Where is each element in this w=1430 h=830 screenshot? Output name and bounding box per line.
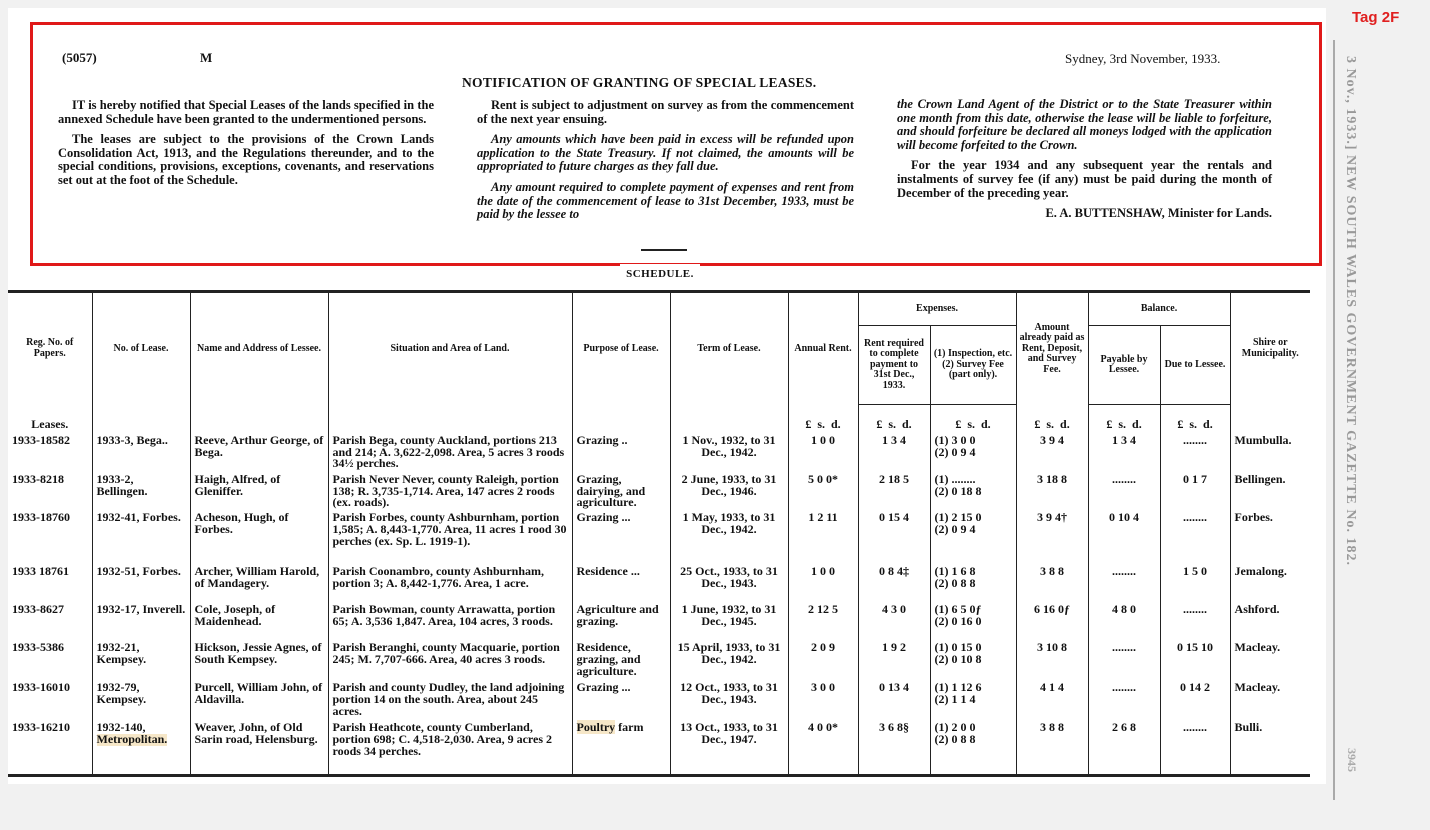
table-row (8, 509, 1310, 563)
term-cell: 15 April, 1933, to 31 Dec., 1942. (670, 639, 788, 679)
inspection-cell: (1) 3 0 0 (2) 0 9 4 (930, 431, 1016, 471)
paragraph: The leases are subject to the provisions of the Crown Lands Consolidation Act, 1913, and the Regulations thereunder, and to the special conditions, provisions, exceptions, covenants, and reservations set out at the foot of the Schedule. (58, 132, 434, 187)
purpose-cell (572, 719, 670, 775)
table-row (8, 601, 1310, 639)
inspection-cell: (1) 6 5 0ƒ (2) 0 16 0 (930, 601, 1016, 639)
reg-no-cell: 1933 18761 (8, 563, 92, 601)
reg-no-cell: 1933-18760 (8, 509, 92, 563)
notice-date: Sydney, 3rd November, 1933. (1065, 51, 1221, 66)
purpose-cell: Grazing ... (572, 679, 670, 719)
paragraph: Any amounts which have been paid in excess will be refunded upon application to the State Treasury. If not claimed, the amounts will be appropriated to future charges as they fall due. (477, 132, 854, 174)
lease-no-cell: 1932-79, Kempsey. (92, 679, 190, 719)
running-head: 3 Nov., 1933.] NEW SOUTH WALES GOVERNMENT GAZETTE No. 182. (1343, 56, 1358, 566)
term-cell: 12 Oct., 1933, to 31 Dec., 1943. (670, 679, 788, 719)
unit-label: £ s. d. (1088, 405, 1160, 431)
shire-cell: Macleay. (1230, 679, 1310, 719)
notice-column-1 (58, 99, 434, 195)
purpose-cell: Grazing .. (572, 431, 670, 471)
paragraph: Rent is subject to adjustment on survey as from the commencement of the next year ensuing. (477, 98, 854, 126)
header-term: Term of Lease. (670, 292, 788, 405)
table-row (8, 471, 1310, 509)
rent-required-cell: 0 8 4‡ (858, 563, 930, 601)
shire-cell: Ashford. (1230, 601, 1310, 639)
inspection-cell: (1) 0 15 0 (2) 0 10 8 (930, 639, 1016, 679)
annual-rent-cell: 4 0 0* (788, 719, 858, 775)
reg-no-cell: 1933-16010 (8, 679, 92, 719)
header-name: Name and Address of Lessee. (190, 292, 328, 405)
annual-rent-cell: 5 0 0* (788, 471, 858, 509)
situation-cell: Parish Beranghi, county Macquarie, portion 245; M. 7,707-666. Area, 40 acres 3 roods. (328, 639, 572, 679)
amount-paid-cell: 3 10 8 (1016, 639, 1088, 679)
due-cell: 0 14 2 (1160, 679, 1230, 719)
term-cell: 25 Oct., 1933, to 31 Dec., 1943. (670, 563, 788, 601)
rent-required-cell: 1 9 2 (858, 639, 930, 679)
payable-cell: 4 8 0 (1088, 601, 1160, 639)
paragraph: Any amount required to complete payment of expenses and rent from the date of the commencement of lease to 31st December, 1933, must be paid by the lessee to (477, 179, 854, 222)
lease-no-cell (92, 719, 190, 775)
shire-cell: Bellingen. (1230, 471, 1310, 509)
reg-no-cell: 1933-16210 (8, 719, 92, 775)
name-cell: Haigh, Alfred, of Gleniffer. (190, 471, 328, 509)
purpose-cell: Agriculture and grazing. (572, 601, 670, 639)
term-cell: 1 Nov., 1932, to 31 Dec., 1942. (670, 431, 788, 471)
notice-title: NOTIFICATION OF GRANTING OF SPECIAL LEASES. (462, 75, 817, 90)
rent-required-cell: 3 6 8§ (858, 719, 930, 775)
table-row (8, 679, 1310, 719)
header-rent-required: Rent required to complete payment to 31st Dec., 1933. (858, 326, 930, 405)
page-number: 3945 (1345, 748, 1359, 772)
inspection-cell: (1) ........ (2) 0 18 8 (930, 471, 1016, 509)
situation-cell: Parish Heathcote, county Cumberland, portion 698; C. 4,518-2,030. Area, 9 acres 2 roods 34 perches. (328, 719, 572, 775)
table-row (8, 431, 1310, 471)
lease-no-cell: 1933-2, Bellingen. (92, 471, 190, 509)
due-cell: 0 1 7 (1160, 471, 1230, 509)
lease-no-cell: 1932-51, Forbes. (92, 563, 190, 601)
payable-cell: ........ (1088, 639, 1160, 679)
purpose-rest: farm (615, 720, 644, 735)
shire-cell: Mumbulla. (1230, 431, 1310, 471)
page-margin-rule (1333, 40, 1335, 800)
header-payable: Payable by Lessee. (1088, 326, 1160, 405)
rent-required-cell: 0 13 4 (858, 679, 930, 719)
purpose-highlight: Poultry (576, 720, 616, 735)
header-purpose: Purpose of Lease. (572, 292, 670, 405)
rent-required-cell: 0 15 4 (858, 509, 930, 563)
amount-paid-cell: 3 9 4 (1016, 431, 1088, 471)
inspection-cell: (1) 1 6 8 (2) 0 8 8 (930, 563, 1016, 601)
term-cell: 13 Oct., 1933, to 31 Dec., 1947. (670, 719, 788, 775)
situation-cell: Parish Bowman, county Arrawatta, portion 65; A. 3,536 1,847. Area, 104 acres, 3 roods. (328, 601, 572, 639)
amount-paid-cell: 4 1 4 (1016, 679, 1088, 719)
lease-no-cell: 1932-21, Kempsey. (92, 639, 190, 679)
annual-rent-cell: 1 2 11 (788, 509, 858, 563)
term-cell: 1 May, 1933, to 31 Dec., 1942. (670, 509, 788, 563)
unit-label: £ s. d. (858, 405, 930, 431)
rent-required-cell: 1 3 4 (858, 431, 930, 471)
header-shire: Shire or Municipality. (1230, 292, 1310, 405)
table-row (8, 719, 1310, 775)
amount-paid-cell: 3 18 8 (1016, 471, 1088, 509)
due-cell: ........ (1160, 431, 1230, 471)
inspection-cell: (1) 2 0 0 (2) 0 8 8 (930, 719, 1016, 775)
payable-cell: ........ (1088, 471, 1160, 509)
payable-cell: ........ (1088, 563, 1160, 601)
lease-no-cell: 1932-41, Forbes. (92, 509, 190, 563)
table-row (8, 563, 1310, 601)
header-expenses: Expenses. (858, 292, 1016, 326)
purpose-cell: Grazing, dairying, and agriculture. (572, 471, 670, 509)
header-reg-no: Reg. No. of Papers. (8, 292, 92, 405)
inspection-cell: (1) 1 12 6 (2) 1 1 4 (930, 679, 1016, 719)
reg-no-cell: 1933-5386 (8, 639, 92, 679)
purpose-cell: Residence, grazing, and agriculture. (572, 639, 670, 679)
header-amount-paid: Amount already paid as Rent, Deposit, and Survey Fee. (1016, 292, 1088, 405)
payable-cell: 1 3 4 (1088, 431, 1160, 471)
lease-no-cell: 1933-3, Bega.. (92, 431, 190, 471)
term-cell: 1 June, 1932, to 31 Dec., 1945. (670, 601, 788, 639)
situation-cell: Parish Never Never, county Raleigh, portion 138; R. 3,735-1,714. Area, 147 acres 2 roods (ex. roads). (328, 471, 572, 509)
paragraph: For the year 1934 and any subsequent year the rentals and instalments of survey fee (if any) must be paid during the month of December of the preceding year. (897, 158, 1272, 200)
amount-paid-cell: 3 8 8 (1016, 563, 1088, 601)
reg-no-cell: 1933-8627 (8, 601, 92, 639)
header-situation: Situation and Area of Land. (328, 292, 572, 405)
inspection-cell: (1) 2 15 0 (2) 0 9 4 (930, 509, 1016, 563)
due-cell: ........ (1160, 719, 1230, 775)
table-row (8, 639, 1310, 679)
reg-no-cell: 1933-8218 (8, 471, 92, 509)
rent-required-cell: 2 18 5 (858, 471, 930, 509)
shire-cell: Bulli. (1230, 719, 1310, 775)
name-cell: Hickson, Jessie Agnes, of South Kempsey. (190, 639, 328, 679)
unit-label: £ s. d. (1016, 405, 1088, 431)
paragraph: IT is hereby notified that Special Leases of the lands specified in the annexed Schedule have been granted to the undermentioned persons. (58, 98, 434, 126)
shire-cell: Jemalong. (1230, 563, 1310, 601)
units-row (8, 405, 1310, 431)
notice-mark: M (200, 50, 213, 65)
annual-rent-cell: 3 0 0 (788, 679, 858, 719)
header-balance: Balance. (1088, 292, 1230, 326)
schedule-table (8, 290, 1310, 777)
name-cell: Cole, Joseph, of Maidenhead. (190, 601, 328, 639)
lease-district: Metropolitan. (96, 731, 168, 746)
due-cell: ........ (1160, 601, 1230, 639)
notice-column-2 (477, 99, 854, 229)
unit-label: £ s. d. (788, 405, 858, 431)
leases-label: Leases. (8, 405, 92, 431)
header-lease-no: No. of Lease. (92, 292, 190, 405)
annual-rent-cell: 2 0 9 (788, 639, 858, 679)
payable-cell: 2 6 8 (1088, 719, 1160, 775)
header-due: Due to Lessee. (1160, 326, 1230, 405)
name-cell: Weaver, John, of Old Sarin road, Helensburg. (190, 719, 328, 775)
shire-cell: Forbes. (1230, 509, 1310, 563)
name-cell: Acheson, Hugh, of Forbes. (190, 509, 328, 563)
unit-label: £ s. d. (930, 405, 1016, 431)
name-cell: Reeve, Arthur George, of Bega. (190, 431, 328, 471)
annual-rent-cell: 2 12 5 (788, 601, 858, 639)
amount-paid-cell: 3 9 4† (1016, 509, 1088, 563)
notice-column-3 (897, 98, 1272, 228)
lease-no: 1932-140, (96, 720, 146, 735)
purpose-cell: Grazing ... (572, 509, 670, 563)
payable-cell: 0 10 4 (1088, 509, 1160, 563)
due-cell: ........ (1160, 509, 1230, 563)
amount-paid-cell: 6 16 0ƒ (1016, 601, 1088, 639)
situation-cell: Parish Bega, county Auckland, portions 213 and 214; A. 3,622-2,098. Area, 5 acres 3 roods 34½ perches. (328, 431, 572, 471)
annual-rent-cell: 1 0 0 (788, 563, 858, 601)
situation-cell: Parish Coonambro, county Ashburnham, portion 3; A. 8,442-1,776. Area, 1 acre. (328, 563, 572, 601)
paragraph: the Crown Land Agent of the District or to the State Treasurer within one month from this date, otherwise the lease will be liable to forfeiture, and should forfeiture be declared all moneys lodged with the application will become forfeited to the Crown. (897, 97, 1272, 152)
lease-no-cell: 1932-17, Inverell. (92, 601, 190, 639)
term-cell: 2 June, 1933, to 31 Dec., 1946. (670, 471, 788, 509)
annual-rent-cell: 1 0 0 (788, 431, 858, 471)
due-cell: 0 15 10 (1160, 639, 1230, 679)
rent-required-cell: 4 3 0 (858, 601, 930, 639)
situation-cell: Parish and county Dudley, the land adjoining portion 14 on the south. Area, about 245 acres. (328, 679, 572, 719)
payable-cell: ........ (1088, 679, 1160, 719)
unit-label: £ s. d. (1160, 405, 1230, 431)
reg-no-cell: 1933-18582 (8, 431, 92, 471)
purpose-cell: Residence ... (572, 563, 670, 601)
situation-cell: Parish Forbes, county Ashburnham, portion 1,585; A. 8,443-1,770. Area, 11 acres 1 rood 30 perches (ex. Sp. L. 1919-1). (328, 509, 572, 563)
due-cell: 1 5 0 (1160, 563, 1230, 601)
amount-paid-cell: 3 8 8 (1016, 719, 1088, 775)
header-annual-rent: Annual Rent. (788, 292, 858, 405)
schedule-title: SCHEDULE. (620, 264, 700, 284)
name-cell: Archer, William Harold, of Mandagery. (190, 563, 328, 601)
header-inspection: (1) Inspection, etc. (2) Survey Fee (part only). (930, 326, 1016, 405)
divider (641, 249, 687, 251)
shire-cell: Macleay. (1230, 639, 1310, 679)
signature: E. A. BUTTENSHAW, Minister for Lands. (1045, 206, 1272, 221)
name-cell: Purcell, William John, of Aldavilla. (190, 679, 328, 719)
tag-label: Tag 2F (1352, 9, 1400, 26)
notice-number: (5057) (62, 50, 97, 65)
